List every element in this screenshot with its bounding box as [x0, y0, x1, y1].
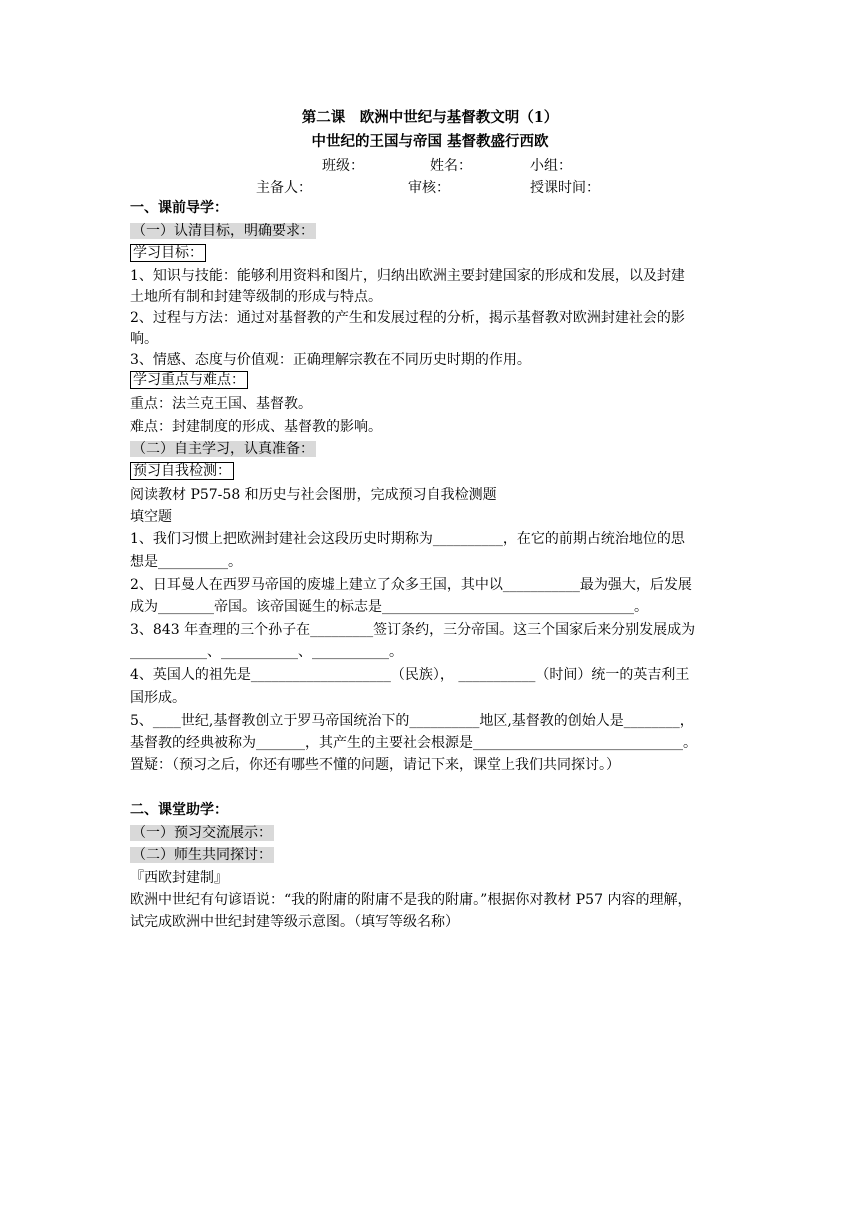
goal-1-line-1: 1、知识与技能：能够利用资料和图片，归纳出欧洲主要封建国家的形成和发展，以及封建	[130, 268, 685, 284]
key-point: 重点：法兰克王国、基督教。	[130, 396, 312, 412]
section-heading-inclass: 二、课堂助学：	[130, 802, 228, 818]
question-4-line-2: 国形成。	[130, 690, 186, 706]
goal-2-line-2: 响。	[130, 331, 158, 347]
fill-blank-title: 填空题	[130, 509, 172, 525]
question-5-line-1: 5、____世纪,基督教创立于罗马帝国统治下的__________地区,基督教的创始人是________，	[130, 713, 694, 729]
question-2-line-2: 成为________帝国。该帝国诞生的标志是____________________________________。	[130, 599, 648, 615]
doubt-prompt: 置疑：（预习之后，你还有哪些不懂的问题，请记下来，课堂上我们共同探讨。）	[130, 757, 620, 773]
question-1-line-1: 1、我们习惯上把欧洲封建社会这段历史时期称为__________，在它的前期占统治地位的思	[130, 531, 685, 547]
topic-feudalism: 『西欧封建制』	[130, 870, 228, 886]
goal-3: 3、情感、态度与价值观：正确理解宗教在不同历史时期的作用。	[130, 352, 531, 368]
reviewer-label: 审核：	[408, 180, 450, 196]
subsection-goals-heading: （一）认清目标，明确要求：	[132, 223, 314, 239]
proverb-paragraph-line-2: 试完成欧洲中世纪封建等级示意图。（填写等级名称）	[130, 914, 459, 930]
difficult-point: 难点：封建制度的形成、基督教的影响。	[130, 419, 382, 435]
preparer-label: 主备人：	[256, 180, 312, 196]
section-heading-preclass: 一、课前导学：	[130, 200, 228, 216]
lesson-title: 第二课 欧洲中世纪与基督教文明（1）	[301, 109, 559, 126]
learning-goals-box: 学习目标：	[130, 244, 206, 262]
question-3-line-1: 3、843 年查理的三个孙子在_________签订条约，三分帝国。这三个国家后来分别发展成为	[130, 622, 696, 638]
proverb-paragraph-line-1: 欧洲中世纪有句谚语说：“我的附庸的附庸不是我的附庸。”根据你对教材 P57 内容的理解，	[130, 892, 692, 908]
goal-2-line-1: 2、过程与方法：通过对基督教的产生和发展过程的分析，揭示基督教对欧洲封建社会的影	[130, 310, 685, 326]
question-2-line-1: 2、日耳曼人在西罗马帝国的废墟上建立了众多王国，其中以___________最为强大，后发展	[130, 577, 692, 593]
lesson-subtitle: 中世纪的王国与帝国 基督教盛行西欧	[311, 133, 549, 150]
key-difficult-box: 学习重点与难点：	[130, 371, 248, 389]
self-check-box: 预习自我检测：	[130, 462, 234, 480]
question-1-line-2: 想是__________。	[130, 554, 242, 570]
subsection-selfstudy-heading: （二）自主学习，认真准备：	[132, 441, 314, 457]
question-4-line-1: 4、英国人的祖先是____________________（民族）， ___________（时间）统一的英吉利王	[130, 667, 690, 683]
read-instruction: 阅读教材 P57-58 和历史与社会图册，完成预习自我检测题	[130, 487, 497, 503]
class-time-label: 授课时间：	[530, 180, 600, 196]
question-3-line-2: ___________、___________、___________。	[130, 644, 403, 660]
goal-1-line-2: 土地所有制和封建等级制的形成与特点。	[130, 289, 382, 305]
name-label: 姓名：	[430, 158, 472, 174]
class-label: 班级：	[322, 158, 364, 174]
subsection-exchange-heading: （一）预习交流展示：	[132, 825, 272, 841]
question-5-line-2: 基督教的经典被称为_______，其产生的主要社会根源是______________________________。	[130, 735, 697, 751]
subsection-discussion-heading: （二）师生共同探讨：	[132, 847, 272, 863]
group-label: 小组：	[530, 158, 572, 174]
